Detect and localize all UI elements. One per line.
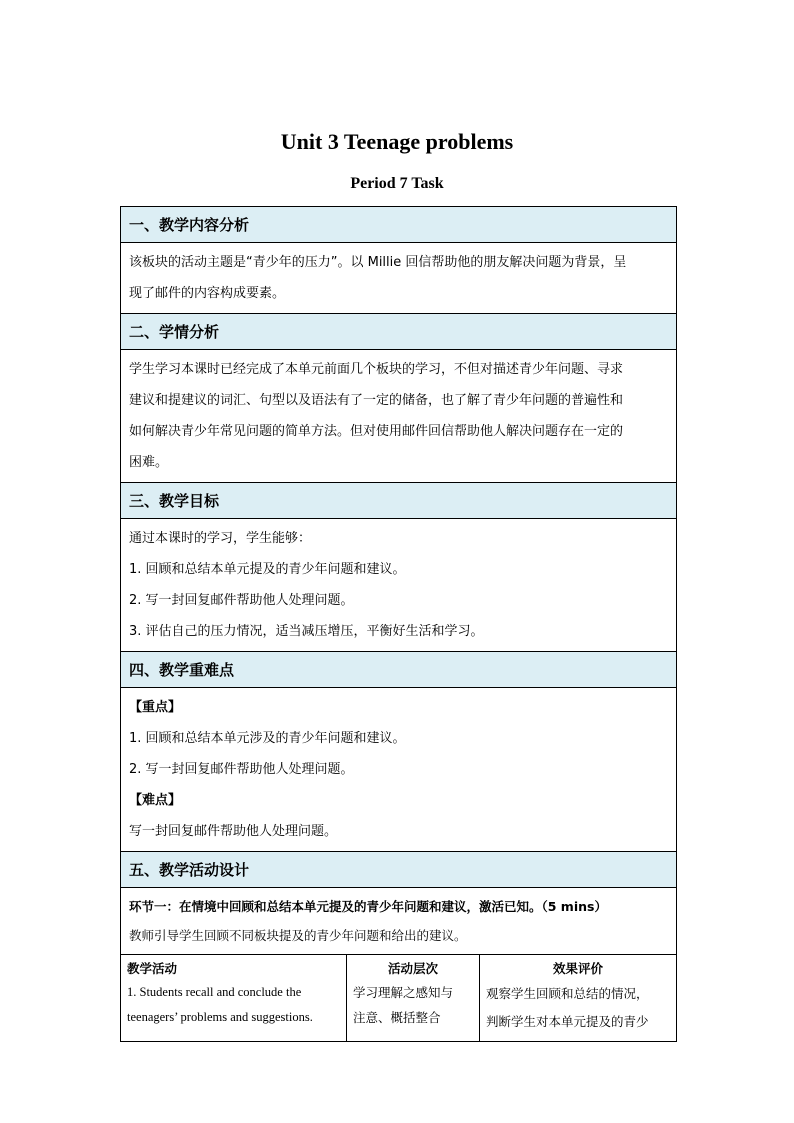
section-body-objectives	[121, 519, 676, 652]
evaluation-line: 判断学生对本单元提及的青少	[486, 1014, 649, 1029]
body-line: 学生学习本课时已经完成了本单元前面几个板块的学习，不但对描述青少年问题、寻求	[129, 362, 624, 377]
activity-column-header: 教学活动	[127, 961, 178, 976]
activity-line: 1. Students recall and conclude the	[127, 985, 302, 999]
activity-table	[121, 955, 676, 1041]
document-title: Unit 3 Teenage problems	[280, 129, 514, 154]
activity-column	[121, 955, 347, 1041]
section-heading-activity-design: 五、教学活动设计	[121, 852, 676, 888]
body-line: 困难。	[129, 455, 169, 470]
key-point-item: 2. 写一封回复邮件帮助他人处理问题。	[129, 762, 354, 777]
stage-title: 环节一：在情境中回顾和总结本单元提及的青少年问题和建议，激活已知。（5 mins）	[129, 899, 607, 914]
level-column-header: 活动层次	[387, 961, 438, 976]
key-points-label: 【重点】	[129, 700, 182, 715]
objective-item: 3. 评估自己的压力情况，适当减压增压，平衡好生活和学习。	[129, 624, 484, 639]
stage-one-block	[121, 888, 676, 955]
level-column	[347, 955, 480, 1041]
objective-item: 1. 回顾和总结本单元提及的青少年问题和建议。	[129, 562, 406, 577]
section-body-content-analysis	[121, 243, 676, 314]
evaluation-column-header: 效果评价	[552, 961, 603, 976]
body-line: 现了邮件的内容构成要素。	[129, 286, 286, 301]
level-line: 学习理解之感知与	[353, 985, 454, 1000]
body-line: 通过本课时的学习，学生能够：	[129, 531, 312, 546]
evaluation-line: 观察学生回顾和总结的情况，	[486, 986, 649, 1001]
section-heading-objectives: 三、教学目标	[121, 483, 676, 519]
section-body-learner-analysis	[121, 350, 676, 483]
activity-line: teenagers’ problems and suggestions.	[127, 1010, 313, 1024]
section-heading-key-difficult-points: 四、教学重难点	[121, 652, 676, 688]
objective-item: 2. 写一封回复邮件帮助他人处理问题。	[129, 593, 354, 608]
difficult-point-item: 写一封回复邮件帮助他人处理问题。	[129, 824, 338, 839]
body-line: 该板块的活动主题是“青少年的压力”。以 Millie 回信帮助他的朋友解决问题为背景，呈	[129, 255, 627, 270]
lesson-plan-table	[120, 206, 677, 1042]
document-subtitle: Period 7 Task	[350, 175, 444, 192]
section-heading-content-analysis: 一、教学内容分析	[121, 207, 676, 243]
level-line: 注意、概括整合	[353, 1010, 441, 1025]
section-body-key-difficult-points	[121, 688, 676, 852]
difficult-points-label: 【难点】	[129, 793, 182, 808]
section-heading-learner-analysis: 二、学情分析	[121, 314, 676, 350]
stage-description: 教师引导学生回顾不同板块提及的青少年问题和给出的建议。	[129, 928, 467, 943]
key-point-item: 1. 回顾和总结本单元涉及的青少年问题和建议。	[129, 731, 406, 746]
body-line: 建议和提建议的词汇、句型以及语法有了一定的储备，也了解了青少年问题的普遍性和	[129, 393, 624, 408]
evaluation-column	[480, 955, 676, 1041]
body-line: 如何解决青少年常见问题的简单方法。但对使用邮件回信帮助他人解决问题存在一定的	[129, 424, 624, 439]
